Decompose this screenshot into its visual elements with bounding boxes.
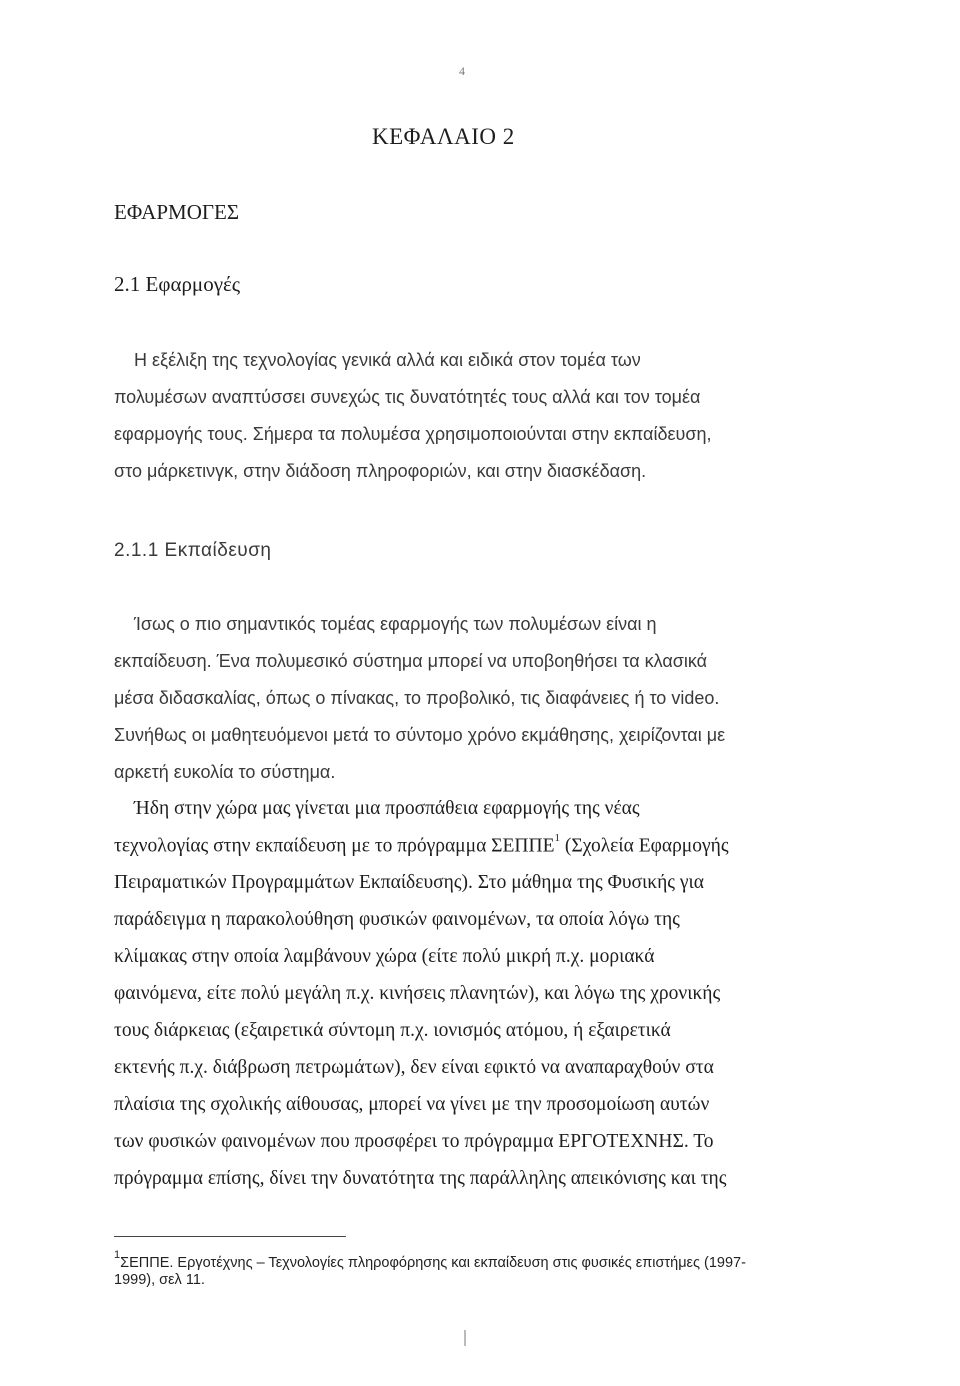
paragraph2-line: κλίμακας στην οποία λαμβάνουν χώρα (είτε πολύ μικρή π.χ. μοριακά [114,946,655,967]
subsection-paragraph-line: Συνήθως οι μαθητευόμενοι μετά το σύντομο χρόνο εκμάθησης, χειρίζονται με [114,725,726,745]
subsection-paragraph-line: εκπαίδευση. Ένα πολυμεσικό σύστημα μπορεί να υποβοηθήσει τα κλασικά [114,651,708,671]
paragraph2-line: παράδειγμα η παρακολούθηση φυσικών φαινομένων, τα οποία λόγω της [114,909,680,930]
footnote-line [114,1249,746,1271]
paragraph2-line: φαινόμενα, είτε πολύ μεγάλη π.χ. κινήσεις πλανητών), και λόγω της χρονικής [114,983,721,1004]
paragraph2-text: (Σχολεία Εφαρμογής [560,835,729,857]
paragraph2-line: τους διάρκειας (εξαιρετικά σύντομη π.χ. ιονισμός ατόμου, ή εξαιρετικά [114,1020,671,1041]
subsection-title: 2.1.1 Εκπαίδευση [114,540,272,561]
paragraph2-line: Πειραματικών Προγραμμάτων Εκπαίδευσης). Στο μάθημα της Φυσικής για [114,872,704,893]
footnote-text: ΣΕΠΠΕ. Εργοτέχνης – Τεχνολογίες πληροφόρησης και εκπαίδευση στις φυσικές επιστήμες (1997- [120,1254,746,1271]
section-paragraph-line: εφαρμογής τους. Σήμερα τα πολυμέσα χρησιμοποιούνται στην εκπαίδευση, [114,424,712,444]
scan-speck [464,1330,466,1346]
paragraph2-text: τεχνολογίας στην εκπαίδευση με το πρόγραμμα ΣΕΠΠΕ [114,835,555,857]
footnote-divider [114,1236,346,1237]
section-paragraph-line: Η εξέλιξη της τεχνολογίας γενικά αλλά και ειδικά στον τομέα των [134,350,641,370]
footnote-marker: 1 [114,1249,121,1261]
paragraph2-line: εκτενής π.χ. διάβρωση πετρωμάτων), δεν είναι εφικτό να αναπαραχθούν στα [114,1057,714,1078]
subsection-paragraph-line: μέσα διδασκαλίας, όπως ο πίνακας, το προβολικό, τις διαφάνειες ή το video. [114,688,720,708]
paragraph2-line: των φυσικών φαινομένων που προσφέρει το πρόγραμμα ΕΡΓΟΤΕΧΝΗΣ. Το [114,1131,714,1152]
part-title: ΕΦΑΡΜΟΓΕΣ [114,200,240,224]
subsection-paragraph-line: Ίσως ο πιο σημαντικός τομέας εφαρμογής των πολυμέσων είναι η [134,614,657,634]
footnote-reference[interactable]: 1 [554,832,561,844]
section-paragraph-line: στο μάρκετινγκ, στην διάδοση πληροφοριών, και στην διασκέδαση. [114,461,647,481]
paragraph2-line: Ήδη στην χώρα μας γίνεται μια προσπάθεια εφαρμογής της νέας [134,798,640,819]
page-mark: 4 [459,64,465,78]
section-paragraph-line: πολυμέσων αναπτύσσει συνεχώς τις δυνατότητές τους αλλά και τον τομέα [114,387,701,407]
subsection-paragraph-line: αρκετή ευκολία το σύστημα. [114,762,336,782]
paragraph2-line: πλαίσια της σχολικής αίθουσας, μπορεί να γίνει με την προσομοίωση αυτών [114,1094,710,1115]
chapter-heading: ΚΕΦΑΛΑΙΟ 2 [372,124,515,149]
section-title: 2.1 Εφαρμογές [114,272,241,296]
footnote-line: 1999), σελ 11. [114,1272,205,1288]
paragraph2-line [114,832,729,858]
paragraph2-line: πρόγραμμα επίσης, δίνει την δυνατότητα της παράλληλης απεικόνισης και της [114,1168,727,1189]
